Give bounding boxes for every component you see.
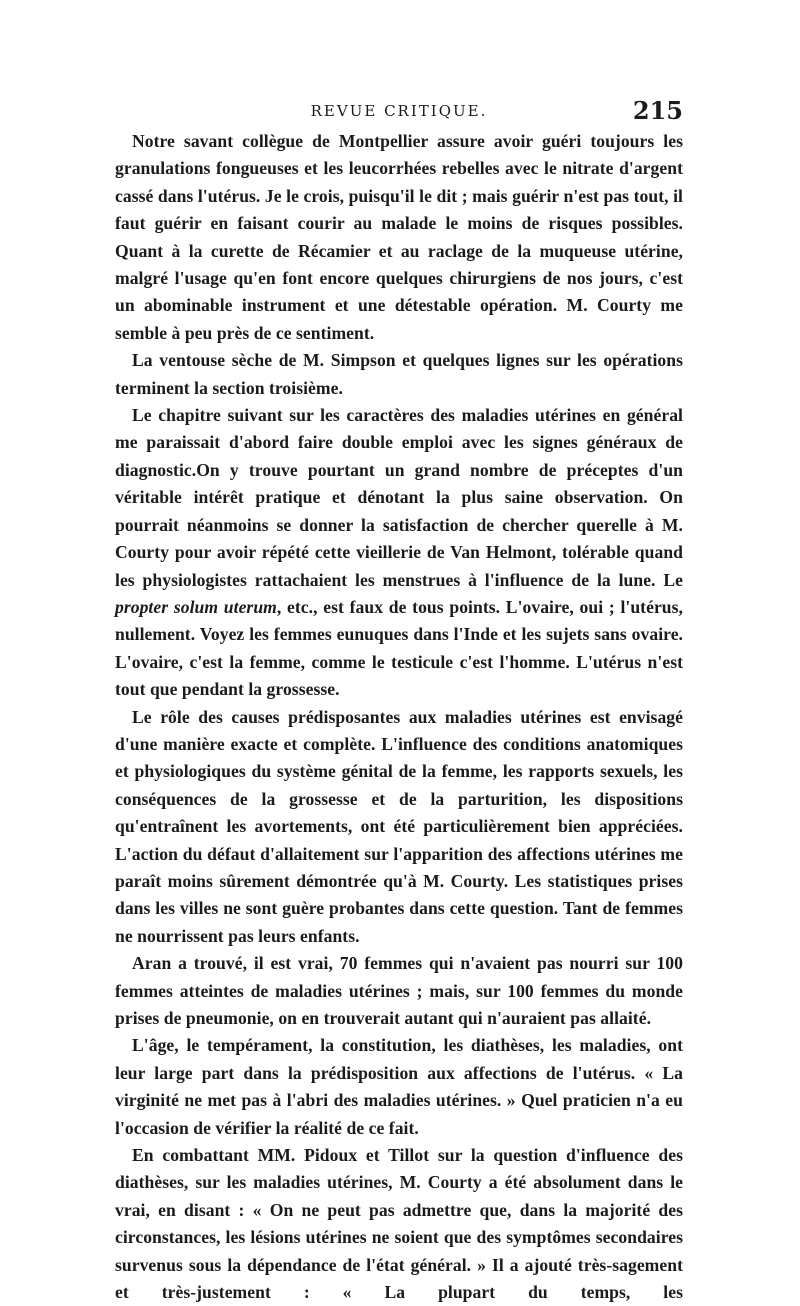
latin-phrase: propter solum uterum (115, 596, 277, 617)
page-header (115, 96, 683, 130)
body-text (115, 128, 683, 1306)
paragraph (115, 402, 683, 703)
paragraph-text: , etc., est faux de tous points. L'ovaire, oui ; l'utérus, nullement. Voyez les femmes eunuques dans l'Inde et les sujets sans ovaire. L'ovaire, c'est la femme, comme le testicule c'est l'homme. L'utérus n'est tout que pendant la grossesse. (115, 596, 683, 700)
paragraph: Le rôle des causes prédisposantes aux maladies utérines est envisagé d'une manière exacte et complète. L'influence des conditions anatomiques et physiologiques du système génital de la femme, les rapports sexuels, les conséquences de la grossesse et de la parturition, les dispositions qu'entraînent les avortements, ont été particulièrement bien appréciées. L'action du défaut d'allaitement sur l'apparition des affections utérines me paraît moins sûrement démontrée qu'à M. Courty. Les statistiques prises dans les villes ne sont guère probantes dans cette question. Tant de femmes ne nourrissent pas leurs enfants. (115, 706, 683, 946)
paragraph: L'âge, le tempérament, la constitution, les diathèses, les maladies, ont leur large part dans la prédisposition aux affections de l'utérus. « La virginité ne met pas à l'abri des maladies utérines. » Quel praticien n'a eu l'occasion de vérifier la réalité de ce fait. (115, 1035, 683, 1138)
paragraph: Notre savant collègue de Montpellier assure avoir guéri toujours les granulations fongueuses et les leucorrhées rebelles avec le nitrate d'argent cassé dans l'utérus. Je le crois, puisqu'il le dit ; mais guérir n'est pas tout, il faut guérir en faisant courir au malade le moins de risques possibles. Quant à la curette de Récamier et au raclage de la muqueuse utérine, malgré l'usage qu'en font encore quelques chirurgiens de nos jours, c'est un abominable instrument et une détestable opération. M. Courty me semble à peu près de ce sentiment. (115, 131, 683, 343)
paragraph: En combattant MM. Pidoux et Tillot sur la question d'influence des diathèses, sur les maladies utérines, M. Courty a été absolument dans le vrai, en disant : « On ne peut pas admettre que, dans la majorité des circonstances, les lésions utérines ne soient que des symptômes secondaires survenus sous la dépendance de l'état général. » Il a ajouté très-sagement et très-justement : « La plupart du temps, les (115, 1145, 683, 1303)
running-title: REVUE CRITIQUE. (310, 102, 488, 120)
paragraph-text: Le chapitre suivant sur les caractères des maladies utérines en général me paraissait d'abord faire double emploi avec les signes généraux de diagnostic.On y trouve pourtant un grand nombre de préceptes d'un véritable intérêt pratique et dénotant la plus saine observation. On pourrait néanmoins se donner la satisfaction de chercher querelle à M. Courty pour avoir répété cette vieillerie de Van Helmont, tolérable quand les physiologistes rattachaient les menstrues à l'influence de la lune. Le (115, 405, 683, 590)
paragraph: Aran a trouvé, il est vrai, 70 femmes qui n'avaient pas nourri sur 100 femmes atteintes de maladies utérines ; mais, sur 100 femmes du monde prises de pneumonie, on en trouverait autant qui n'auraient pas allaité. (115, 953, 683, 1028)
paragraph: La ventouse sèche de M. Simpson et quelques lignes sur les opérations terminent la section troisième. (115, 350, 683, 398)
page-number: 215 (632, 96, 683, 125)
